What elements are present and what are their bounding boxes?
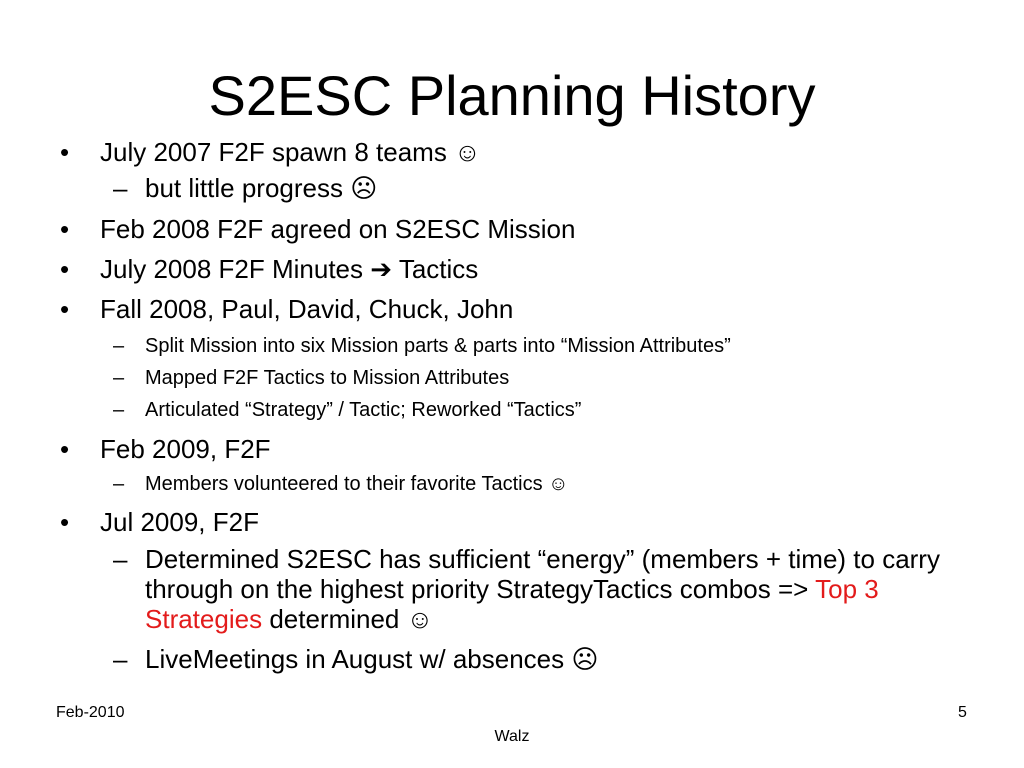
dash-marker: – [113,335,125,357]
sub-bullet-item [145,365,509,391]
smiley-icon: ☺ [454,137,481,167]
bullet-item [100,136,481,168]
highlight-text: Top 3 Strategies [145,574,879,634]
slide-title: S2ESC Planning History [208,64,816,127]
dash-marker: – [113,173,128,203]
page-number: 5 [958,704,967,721]
sub-bullet-text: but little progress [145,173,343,203]
bullet-item [100,506,259,538]
dash-marker: – [113,644,128,674]
bullet-marker: • [60,507,70,537]
bullet-marker: • [60,137,70,167]
bullet-text-after: Tactics [398,254,479,284]
bullet-item [100,433,271,465]
footer-author: Walz [494,728,530,745]
dash-marker: – [113,399,125,421]
sub-bullet-text-after: determined [269,604,400,634]
frown-icon: ☹ [571,644,599,674]
arrow-right-icon: ➔ [370,254,393,284]
bullet-marker: • [60,294,70,324]
bullet-marker: • [60,434,70,464]
smiley-icon: ☺ [548,473,569,495]
sub-bullet-item [145,172,377,204]
sub-bullet-item [145,397,581,423]
bullet-text: Feb 2009, F2F [100,434,271,464]
sub-bullet-text: Members volunteered to their favorite Tactics [145,473,543,495]
bullet-item [100,213,575,245]
bullet-marker: • [60,214,70,244]
sub-bullet-text: Articulated “Strategy” / Tactic; Reworked “Tactics” [145,399,582,421]
bullet-text: Feb 2008 F2F agreed on S2ESC Mission [100,214,576,244]
bullet-text: July 2008 F2F Minutes [100,254,364,284]
frown-icon: ☹ [350,173,378,203]
bullet-item [100,253,478,285]
sub-bullet-text: Split Mission into six Mission parts & parts into “Mission Attributes” [145,335,731,357]
sub-bullet-item [145,471,569,497]
sub-bullet-item [145,643,598,675]
sub-bullet-text: Mapped F2F Tactics to Mission Attributes [145,367,510,389]
bullet-item [100,293,513,325]
bullet-marker: • [60,254,70,284]
dash-marker: – [113,367,125,389]
sub-bullet-item [145,333,731,359]
dash-marker: – [113,544,128,574]
sub-bullet-item [145,544,965,634]
footer-date: Feb-2010 [56,704,125,721]
dash-marker: – [113,473,125,495]
bullet-text: Jul 2009, F2F [100,507,259,537]
bullet-text: Fall 2008, Paul, David, Chuck, John [100,294,514,324]
bullet-text: July 2007 F2F spawn 8 teams [100,137,447,167]
smiley-icon: ☺ [406,604,434,634]
sub-bullet-text: Determined S2ESC has sufficient “energy” (members + time) to carry through on the highest priority StrategyTactics combos => [145,544,940,604]
sub-bullet-text: LiveMeetings in August w/ absences [145,644,565,674]
